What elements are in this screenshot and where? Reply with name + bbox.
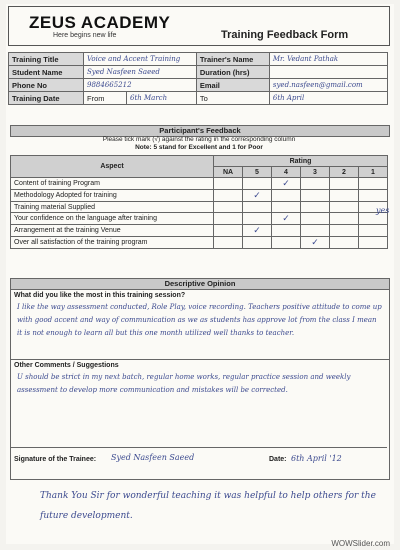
rating-cell[interactable] bbox=[301, 202, 330, 213]
student-name-label: Student Name bbox=[9, 66, 84, 79]
trainee-signature: Syed Nasfeen Saeed bbox=[111, 453, 195, 462]
rating-col-header: 4 bbox=[272, 167, 301, 178]
rating-cell[interactable] bbox=[330, 237, 359, 249]
rating-cell[interactable] bbox=[330, 202, 359, 213]
rating-row bbox=[11, 178, 388, 190]
from-value: 6th March bbox=[127, 92, 197, 105]
brand-tagline: Here begins new life bbox=[53, 32, 117, 39]
rating-cell[interactable] bbox=[359, 190, 388, 202]
to-value: 6th April bbox=[269, 92, 387, 105]
rating-cell[interactable] bbox=[272, 225, 301, 237]
duration-value bbox=[269, 66, 387, 79]
aspect-label: Content of training Program bbox=[11, 178, 214, 190]
rating-cell[interactable] bbox=[301, 190, 330, 202]
rating-cell[interactable] bbox=[214, 213, 243, 225]
rating-cell[interactable] bbox=[243, 237, 272, 249]
rating-cell[interactable]: ✓ bbox=[301, 237, 330, 249]
feedback-instructions bbox=[10, 136, 388, 152]
watermark: WOWSlider.com bbox=[331, 539, 390, 548]
rating-cell[interactable] bbox=[272, 190, 301, 202]
rating-cell[interactable] bbox=[359, 178, 388, 190]
descriptive-title: Descriptive Opinion bbox=[11, 279, 389, 290]
rating-cell[interactable] bbox=[359, 237, 388, 249]
aspect-label: Your confidence on the language after training bbox=[11, 213, 214, 225]
brand-logo: ZEUS ACADEMY bbox=[29, 13, 171, 32]
rating-cell[interactable] bbox=[330, 225, 359, 237]
rating-row bbox=[11, 213, 388, 225]
rating-cell[interactable] bbox=[214, 190, 243, 202]
signature-row bbox=[11, 447, 387, 472]
rating-row bbox=[11, 190, 388, 202]
rating-row bbox=[11, 225, 388, 237]
aspect-label: Over all satisfaction of the training program bbox=[11, 237, 214, 249]
email-value: syed.nasfeen@gmail.com bbox=[269, 79, 387, 92]
rating-cell[interactable] bbox=[330, 190, 359, 202]
rating-cell[interactable] bbox=[243, 202, 272, 213]
aspect-label: Training material Supplied bbox=[11, 202, 214, 213]
rating-col-header: 5 bbox=[243, 167, 272, 178]
duration-label: Duration (hrs) bbox=[196, 66, 269, 79]
rating-table bbox=[10, 155, 388, 249]
instruction-line-1: Please tick mark (√) against the rating in the corresponding column bbox=[102, 136, 296, 143]
rating-cell[interactable] bbox=[272, 202, 301, 213]
rating-col-header: 2 bbox=[330, 167, 359, 178]
rating-cell[interactable] bbox=[301, 213, 330, 225]
rating-cell[interactable] bbox=[301, 178, 330, 190]
trainer-name-value: Mr. Vedant Pathak bbox=[269, 53, 387, 66]
phone-value: 9884665212 bbox=[84, 79, 197, 92]
rating-cell[interactable] bbox=[214, 178, 243, 190]
margin-note: yes bbox=[376, 206, 390, 215]
answer-comments: U should be strict in my next batch, regular home works, regular practice session and weekly assessment to develop more communication and mistakes will be corrected. bbox=[17, 373, 351, 394]
form-title: Training Feedback Form bbox=[221, 29, 349, 41]
rating-cell[interactable] bbox=[330, 213, 359, 225]
rating-col-header: 1 bbox=[359, 167, 388, 178]
rating-cell[interactable]: ✓ bbox=[272, 213, 301, 225]
form-header bbox=[8, 6, 390, 46]
rating-cell[interactable] bbox=[243, 213, 272, 225]
to-label: To bbox=[196, 92, 269, 105]
signature-label: Signature of the Trainee: bbox=[14, 456, 97, 463]
rating-cell[interactable] bbox=[330, 178, 359, 190]
trainer-name-label: Trainer's Name bbox=[196, 53, 269, 66]
rating-cell[interactable] bbox=[301, 225, 330, 237]
rating-col-header: 3 bbox=[301, 167, 330, 178]
instruction-line-2: Note: 5 stand for Excellent and 1 for Poor bbox=[135, 144, 263, 151]
from-label: From bbox=[84, 92, 127, 105]
rating-cell[interactable]: ✓ bbox=[272, 178, 301, 190]
descriptive-opinion-section bbox=[10, 278, 390, 480]
question-liked-most: What did you like the most in this training session? bbox=[14, 292, 186, 299]
rating-cell[interactable] bbox=[214, 237, 243, 249]
email-label: Email bbox=[196, 79, 269, 92]
rating-cell[interactable] bbox=[272, 237, 301, 249]
rating-row bbox=[11, 237, 388, 249]
rating-row bbox=[11, 202, 388, 213]
phone-label: Phone No bbox=[9, 79, 84, 92]
training-title-value: Voice and Accent Training bbox=[84, 53, 197, 66]
training-title-label: Training Title bbox=[9, 53, 84, 66]
trainee-info-table bbox=[8, 52, 388, 105]
feedback-section-title: Participant's Feedback bbox=[10, 125, 390, 137]
rating-cell[interactable] bbox=[359, 225, 388, 237]
rating-header: Rating bbox=[214, 156, 388, 167]
rating-cell[interactable]: ✓ bbox=[243, 190, 272, 202]
aspect-label: Arrangement at the training Venue bbox=[11, 225, 214, 237]
question-comments: Other Comments / Suggestions bbox=[11, 359, 389, 371]
answer-liked-most: I like the way assessment conducted, Role Play, voice recording. Teachers positive attitude to come up with good accent and way of communication as we as students has approve lot from the class I mean it is not enough to learn all but this one month utilized well thanks to teacher. bbox=[17, 303, 382, 337]
date-value: 6th April '12 bbox=[291, 454, 342, 463]
rating-cell[interactable]: ✓ bbox=[243, 225, 272, 237]
date-label: Date: bbox=[269, 456, 287, 463]
student-name-value: Syed Nasfeen Saeed bbox=[84, 66, 197, 79]
handwritten-thank-you-note: Thank You Sir for wonderful teaching it was helpful to help others for the future development. bbox=[40, 491, 376, 521]
rating-cell[interactable] bbox=[214, 202, 243, 213]
aspect-header: Aspect bbox=[11, 156, 214, 178]
aspect-label: Methodology Adopted for training bbox=[11, 190, 214, 202]
rating-cell[interactable] bbox=[214, 225, 243, 237]
rating-col-header: NA bbox=[214, 167, 243, 178]
training-date-label: Training Date bbox=[9, 92, 84, 105]
rating-cell[interactable] bbox=[243, 178, 272, 190]
